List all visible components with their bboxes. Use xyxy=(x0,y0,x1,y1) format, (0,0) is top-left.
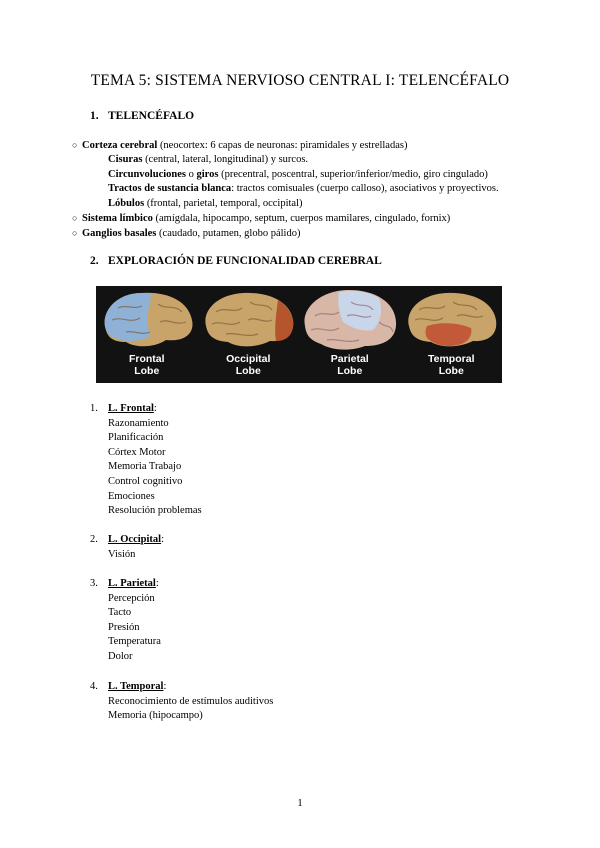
brain-lobes-figure xyxy=(96,286,502,383)
brain-panel-temporal xyxy=(401,286,503,383)
sub-text: : tractos comisuales (cuerpo calloso), asociativos y proyectivos. xyxy=(231,183,499,194)
bullet-text: (neocortex: 6 capas de neuronas: piramidales y estrelladas) xyxy=(157,140,408,151)
list-item: Córtex Motor xyxy=(108,446,166,458)
lobe-label xyxy=(198,353,300,377)
brain-icon xyxy=(299,286,401,356)
section-title: TELENCÉFALO xyxy=(108,110,195,122)
list-number: 2. xyxy=(90,534,98,545)
bullet-bold: Corteza cerebral xyxy=(82,140,158,151)
list-item: Percepción xyxy=(108,592,155,604)
list-item: Temperatura xyxy=(108,636,161,648)
lobe-label-name: Parietal xyxy=(330,353,369,365)
section-heading-telencefalo xyxy=(90,110,194,122)
bullet-circle-icon: ○ xyxy=(72,213,78,223)
list-number: 1. xyxy=(90,403,98,414)
sub-item xyxy=(108,153,308,168)
lobe-label-suffix: Lobe xyxy=(438,365,464,377)
lobe-label-suffix: Lobe xyxy=(134,365,160,377)
bullet-bold: Ganglios basales xyxy=(82,227,157,239)
list-item: Memoria (hipocampo) xyxy=(108,710,203,722)
bullet-item xyxy=(72,226,300,241)
list-item: Reconocimiento de estímulos auditivos xyxy=(108,695,274,707)
list-item: Control cognitivo xyxy=(108,475,183,487)
lobe-label xyxy=(96,353,198,377)
list-item: Presión xyxy=(108,621,140,633)
lobe-list-occipital: 2. L. Occipital: Visión xyxy=(90,533,164,562)
brain-panel-parietal xyxy=(299,286,401,383)
brain-icon xyxy=(401,286,503,356)
list-item: Visión xyxy=(108,548,136,560)
list-item: Razonamiento xyxy=(108,417,169,429)
bullet-bold: Sistema límbico xyxy=(82,213,153,224)
page-title: TEMA 5: SISTEMA NERVIOSO CENTRAL I: TELENCÉFALO xyxy=(90,72,510,89)
bullet-circle-icon: ○ xyxy=(72,227,78,238)
sub-text: (frontal, parietal, temporal, occipital) xyxy=(144,197,303,209)
brain-icon xyxy=(198,286,300,356)
sub-item xyxy=(108,168,488,183)
list-item: Dolor xyxy=(108,650,133,662)
sub-bold: Tractos de sustancia blanca xyxy=(108,183,232,194)
sub-bold: giros xyxy=(196,168,219,180)
bullet-text: (caudado, putamen, globo pálido) xyxy=(156,227,301,239)
bullet-item xyxy=(72,138,407,153)
section-number: 2. xyxy=(90,255,99,267)
lobe-label xyxy=(299,353,401,377)
lobe-list-temporal: 4. L. Temporal: Reconocimiento de estímulos auditivos Memoria (hipocampo) xyxy=(90,680,273,724)
lobe-name: L. Frontal xyxy=(108,403,154,414)
sub-text: o xyxy=(185,168,197,180)
list-number: 4. xyxy=(90,681,98,692)
lobe-list-frontal: 1. L. Frontal: Razonamiento Planificación Córtex Motor Memoria Trabajo Control cognitivo Emociones Resolución problemas xyxy=(90,402,202,519)
lobe-label-name: Temporal xyxy=(428,353,475,365)
list-number: 3. xyxy=(90,578,98,589)
lobe-list-parietal: 3. L. Parietal: Percepción Tacto Presión Temperatura Dolor xyxy=(90,577,161,665)
bullet-text: (amígdala, hipocampo, septum, cuerpos mamilares, cingulado, fornix) xyxy=(152,213,451,224)
lobe-label-name: Frontal xyxy=(128,353,165,365)
sub-item xyxy=(108,182,499,197)
sub-text: (central, lateral, longitudinal) y surcos. xyxy=(142,154,309,165)
lobe-label-name: Occipital xyxy=(226,353,271,365)
section-title: EXPLORACIÓN DE FUNCIONALIDAD CEREBRAL xyxy=(108,255,382,267)
list-item: Tacto xyxy=(108,607,132,619)
bullet-item xyxy=(72,211,450,226)
list-item: Planificación xyxy=(108,432,164,444)
section-heading-exploracion xyxy=(90,255,382,267)
bullet-circle-icon: ○ xyxy=(72,140,78,150)
sub-item xyxy=(108,197,303,212)
sub-bold: Lóbulos xyxy=(108,197,145,209)
brain-panel-occipital xyxy=(198,286,300,383)
lobe-name: L. Occipital xyxy=(108,534,162,545)
sub-bold: Cisuras xyxy=(108,154,143,165)
list-item: Resolución problemas xyxy=(108,505,202,517)
sub-text: (precentral, poscentral, superior/inferior/medio, giro cingulado) xyxy=(218,168,488,180)
page-number: 1 xyxy=(297,797,303,809)
lobe-label xyxy=(401,353,503,377)
section-number: 1. xyxy=(90,110,99,122)
lobe-name: L. Temporal xyxy=(108,681,164,692)
lobe-name: L. Parietal xyxy=(108,578,156,589)
brain-panel-frontal xyxy=(96,286,198,383)
sub-bold: Circunvoluciones xyxy=(108,168,186,180)
brain-icon xyxy=(96,286,198,356)
lobe-label-suffix: Lobe xyxy=(337,365,363,377)
lobe-label-suffix: Lobe xyxy=(235,365,261,377)
list-item: Emociones xyxy=(108,490,155,502)
list-item: Memoria Trabajo xyxy=(108,461,182,473)
